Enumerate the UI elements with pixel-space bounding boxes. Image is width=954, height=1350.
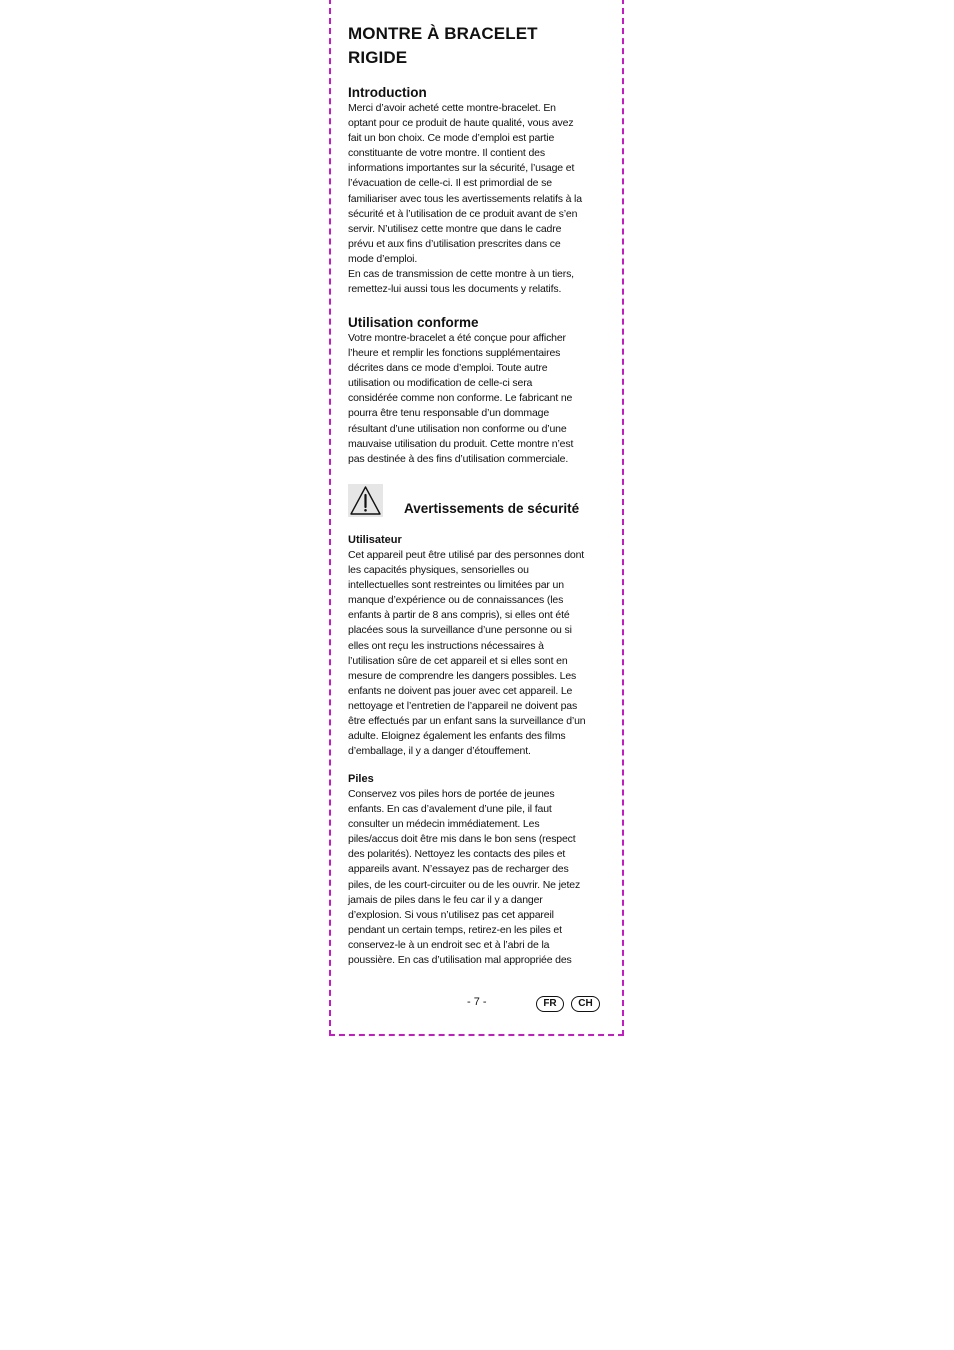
country-badge-fr: FR — [536, 996, 564, 1012]
subsection-batteries — [348, 772, 610, 968]
warning-triangle-icon — [348, 484, 383, 517]
introduction-body: Merci d’avoir acheté cette montre-bracelet. En optant pour ce produit de haute qualité, vous avez fait un bon choix. Ce mode d’emploi est partie constituante de votre montre. Il contient des informations importantes sur la sécurité, l’usage et l’évacuation de celle-ci. Il est primordial de se familiariser avec tous les avertissements relatifs à la sécurité et à l’utilisation de ce produit avant de s’en servir. N’utilisez cette montre que dans le cadre prévu et aux fins d’utilisation prescrites dans ce mode d’emploi. En cas de transmission de cette montre à un tiers, remettez-lui aussi tous les documents y relatifs. — [348, 102, 582, 296]
safety-heading-block — [348, 484, 610, 520]
page-title — [348, 22, 610, 70]
safety-heading: Avertissements de sécurité — [404, 501, 580, 516]
subsection-user — [348, 533, 610, 759]
manual-page — [329, 0, 624, 1036]
section-usage — [348, 314, 610, 467]
batteries-heading: Piles — [348, 773, 374, 785]
usage-heading: Utilisation conforme — [348, 315, 479, 330]
title-line-1: MONTRE À BRACELET — [348, 24, 538, 43]
user-heading: Utilisateur — [348, 534, 402, 546]
usage-body: Votre montre-bracelet a été conçue pour afficher l’heure et remplir les fonctions supplémentaires décrites dans ce mode d’emploi. Toute autre utilisation ou modification de celle-ci sera considérée comme non conforme. Le fabricant ne pourra être tenu responsable d’un dommage résultant d’une utilisation non conforme ou d’une mauvaise utilisation du produit. Cette montre n’est pas destinée à des fins d’utilisation commerciale. — [348, 332, 574, 465]
country-badge-ch: CH — [571, 996, 600, 1012]
section-introduction — [348, 84, 610, 297]
user-body: Cet appareil peut être utilisé par des personnes dont les capacités physiques, sensorielles ou intellectuelles sont restreintes ou limitées par un manque d’expérience ou de connaissances (les enfants à partir de 8 ans compris), si elles ont été placées sous la surveillance d’une personne ou si elles ont reçu les instructions nécessaires à l’utilisation sûre de cet appareil et si elles sont en mesure de comprendre les dangers possibles. Les enfants ne doivent pas jouer avec cet appareil. Le nettoyage et l’entretien de l’appareil ne doivent pas être effectués par un enfant sans la surveillance d’un adulte. Eloignez également les enfants des films d’emballage, il y a danger d’étouffement. — [348, 549, 586, 758]
introduction-heading: Introduction — [348, 85, 427, 100]
page-number: - 7 - — [467, 996, 487, 1008]
batteries-body: Conservez vos piles hors de portée de jeunes enfants. En cas d’avalement d’une pile, il faut consulter un médecin immédiatement. Les piles/accus doit être mis dans le bon sens (respect des polarités). Nettoyez les contacts des piles et appareils avant. N’essayez pas de recharger des piles, de les court-circuiter ou de les ouvrir. Ne jetez jamais de piles dans le feu car il y a danger d’explosion. Si vous n’utilisez pas cet appareil pendant un certain temps, retirez-en les piles et conservez-le à un endroit sec et à l’abri de la poussière. En cas d’utilisation mal appropriée des — [348, 788, 581, 967]
title-line-2: RIGIDE — [348, 48, 408, 67]
page-footer — [331, 994, 622, 1014]
